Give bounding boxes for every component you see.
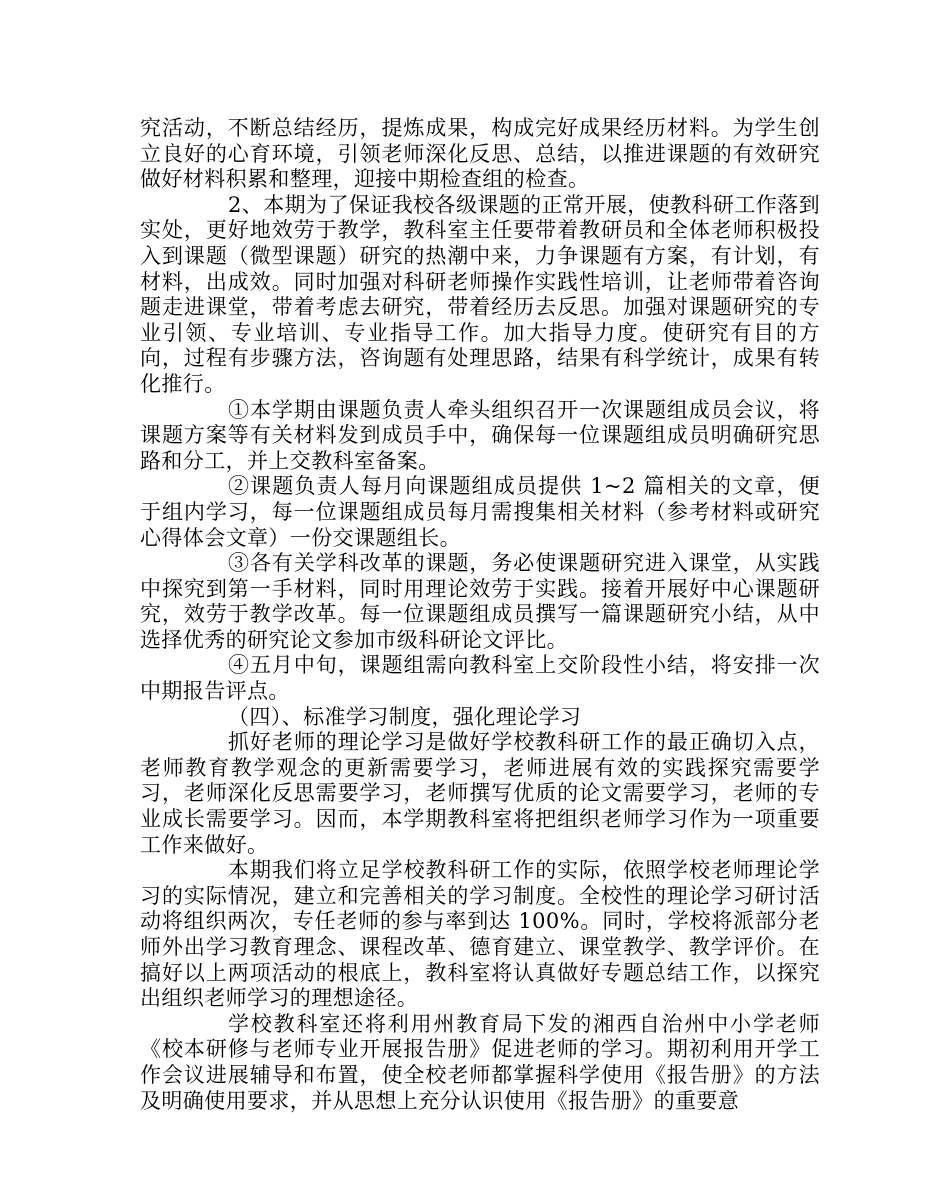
- paragraph-2: 2、本期为了保证我校各级课题的正常开展，使教科研工作落到实处，更好地效劳于教学，教科室主任要带着教研员和全体老师积极投入到课题（微型课题）研究的热潮中来，力争课题有方案，有计划，有材料，出成效。同时加强对科研老师操作实践性培训，让老师带着咨询题走进课堂，带着考虑去研究，带着经历去反思。加强对课题研究的专业引领、专业培训、专业指导工作。加大指导力度。使研究有目的方向，过程有步骤方法，咨询题有处理思路，结果有科学统计，成果有转化推行。: [140, 192, 820, 396]
- paragraph-6: ④五月中旬，课题组需向教科室上交阶段性小结，将安排一次中期报告评点。: [140, 653, 820, 704]
- paragraph-10: 学校教科室还将利用州教育局下发的湘西自治州中小学老师《校本研修与老师专业开展报告册》促进老师的学习。期初利用开学工作会议进展辅导和布置，使全校老师都掌握科学使用《报告册》的方法及明确使用要求，并从思想上充分认识使用《报告册》的重要意: [140, 1011, 820, 1113]
- document-page: [140, 116, 820, 1114]
- paragraph-1: 究活动，不断总结经历，提炼成果，构成完好成果经历材料。为学生创立良好的心育环境，引领老师深化反思、总结，以推进课题的有效研究做好材料积累和整理，迎接中期检查组的检查。: [140, 116, 820, 192]
- paragraph-3: ①本学期由课题负责人牵头组织召开一次课题组成员会议，将课题方案等有关材料发到成员手中，确保每一位课题组成员明确研究思路和分工，并上交教科室备案。: [140, 397, 820, 473]
- paragraph-5: ③各有关学科改革的课题，务必使课题研究进入课堂，从实践中探究到第一手材料，同时用理论效劳于实践。接着开展好中心课题研究，效劳于教学改革。每一位课题组成员撰写一篇课题研究小结，从中选择优秀的研究论文参加市级科研论文评比。: [140, 551, 820, 652]
- paragraph-8: 抓好老师的理论学习是做好学校教科研工作的最正确切入点，老师教育教学观念的更新需要学习，老师进展有效的实践探究需要学习，老师深化反思需要学习，老师撰写优质的论文需要学习，老师的专业成长需要学习。因而，本学期教科室将把组织老师学习作为一项重要工作来做好。: [140, 730, 820, 857]
- section-heading: （四）、标准学习制度，强化理论学习: [228, 704, 582, 729]
- paragraph-9: 本期我们将立足学校教科研工作的实际，依照学校老师理论学习的实际情况，建立和完善相关的学习制度。全校性的理论学习研讨活动将组织两次，专任老师的参与率到达 100%。同时，学校将派部分老师外出学习教育理念、课程改革、德育建立、课堂教学、教学评价。在搞好以上两项活动的根底上，教科室将认真做好专题总结工作，以探究出组织老师学习的理想途径。: [140, 858, 820, 1011]
- paragraph-4: ②课题负责人每月向课题组成员提供 1~2 篇相关的文章，便于组内学习，每一位课题组成员每月需搜集相关材料（参考材料或研究心得体会文章）一份交课题组长。: [140, 474, 820, 550]
